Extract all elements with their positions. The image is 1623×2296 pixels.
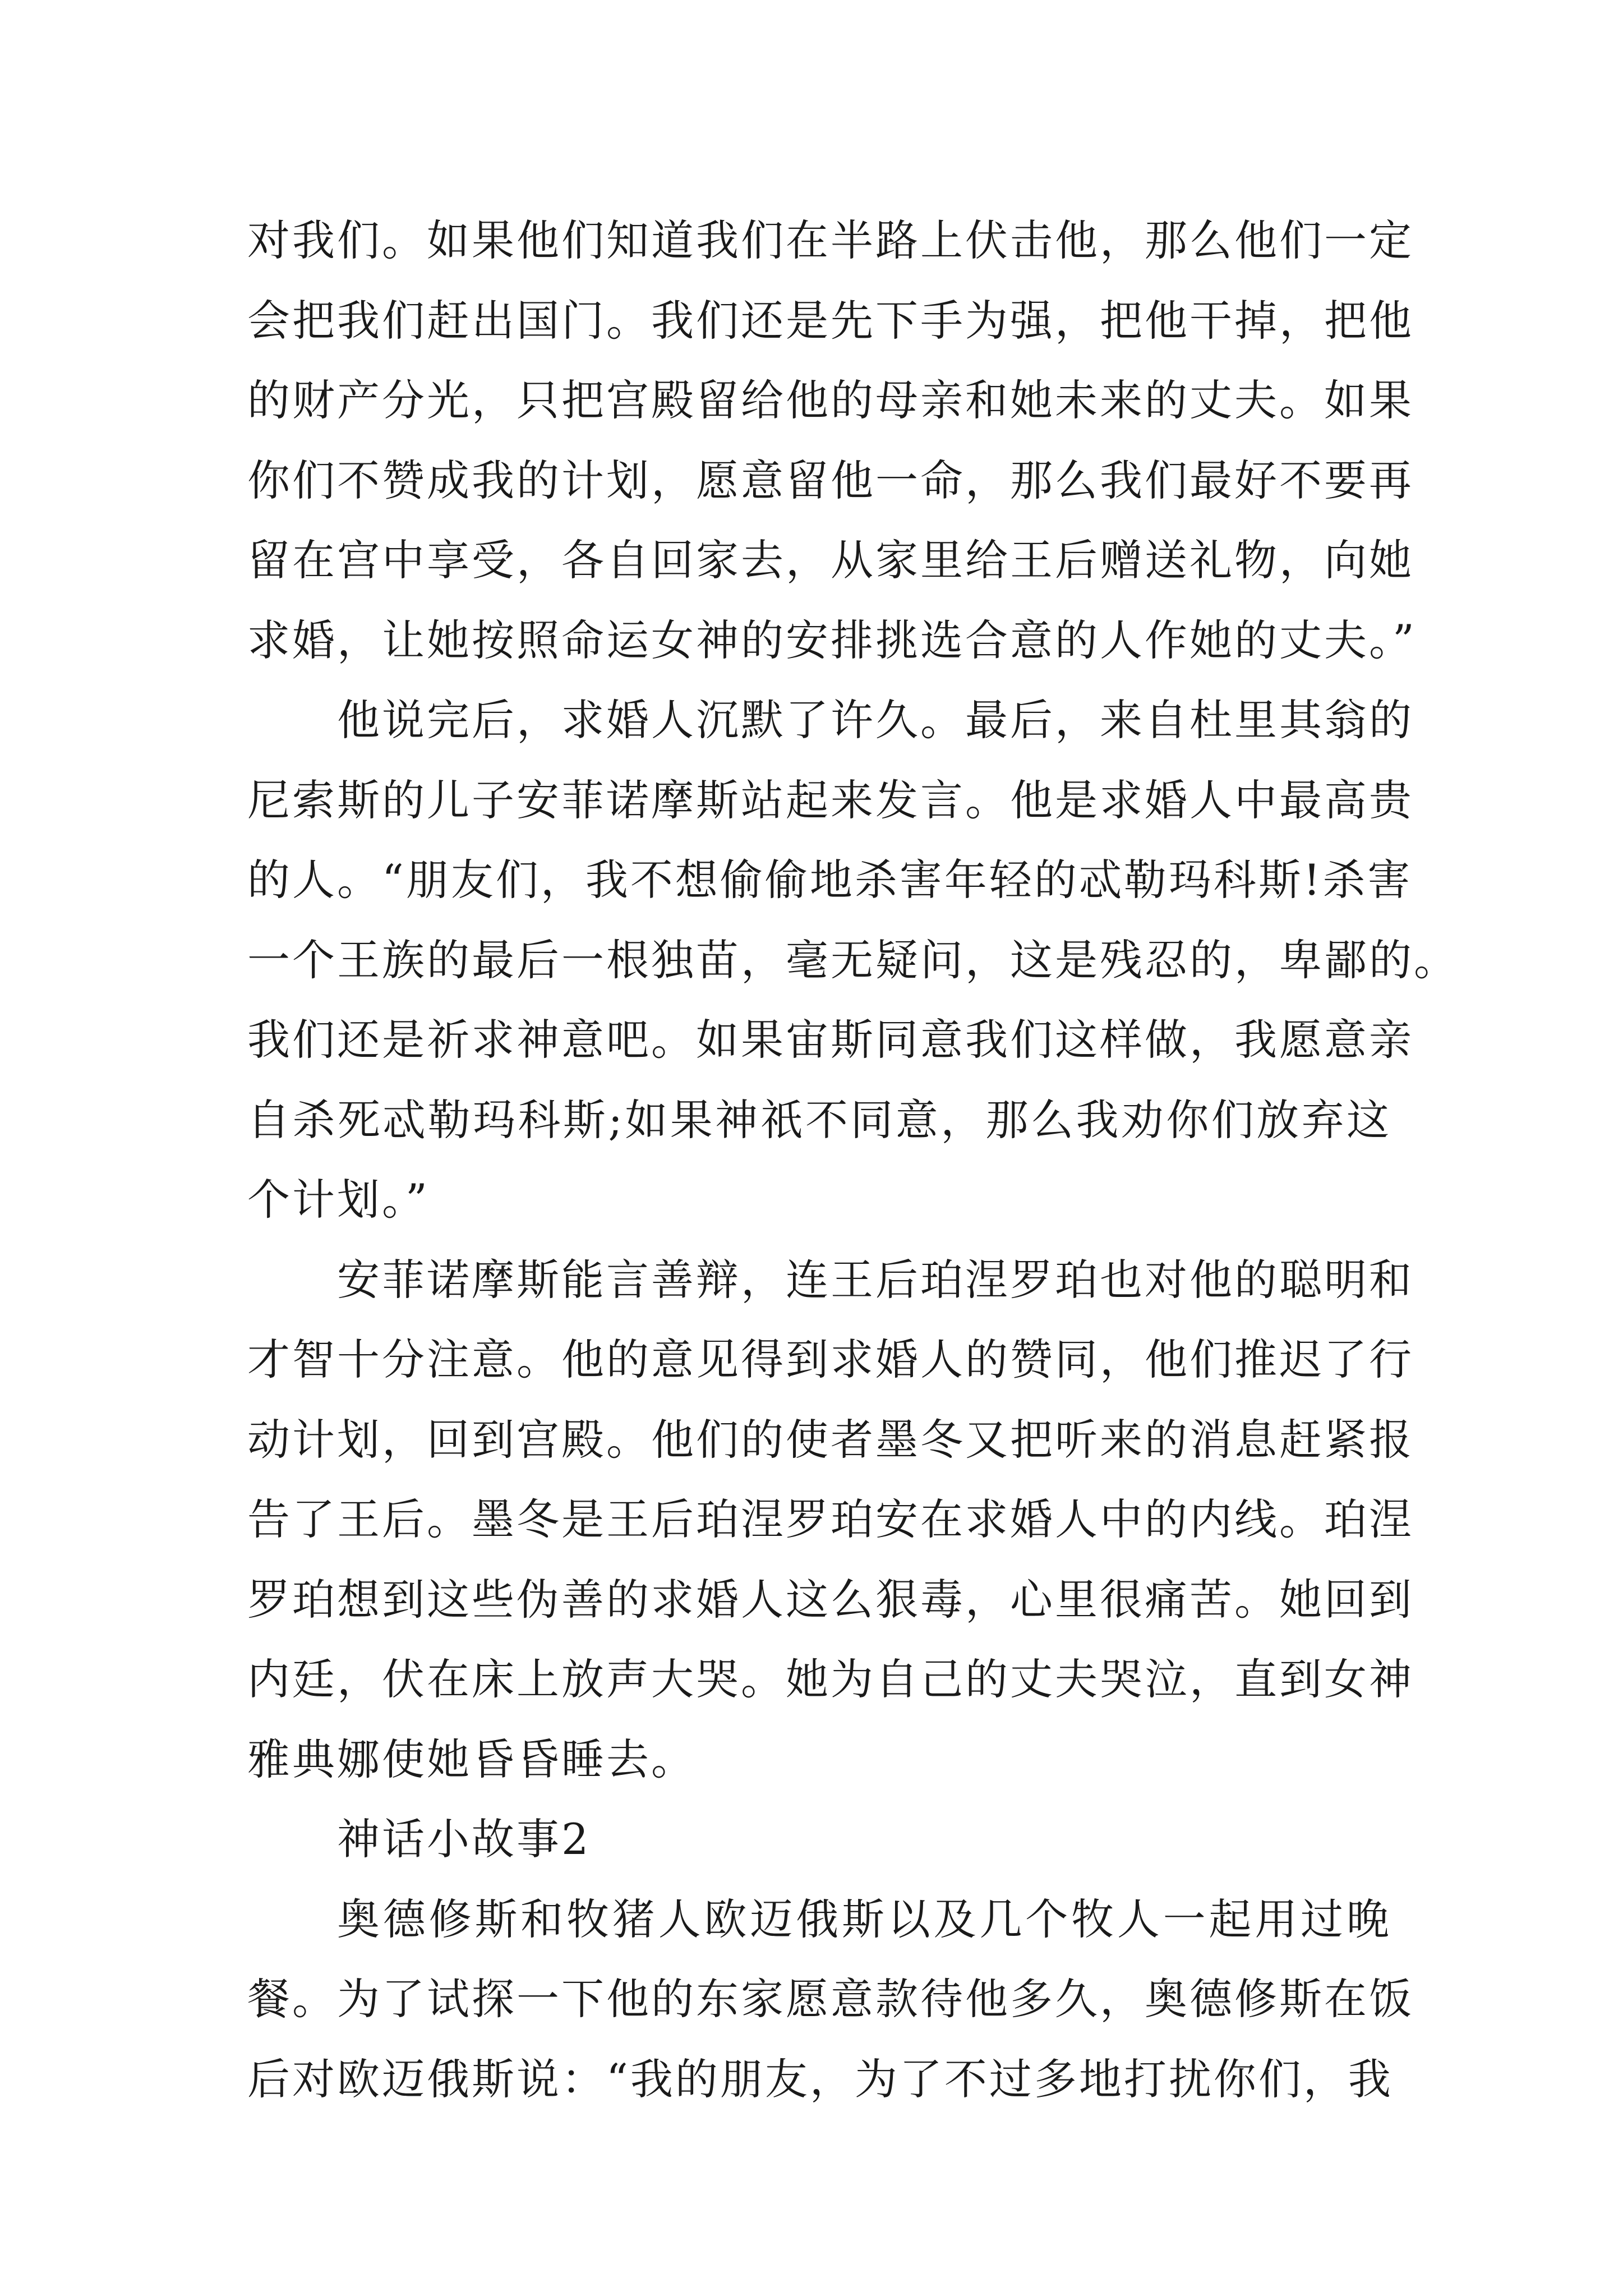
text-line: 后对欧迈俄斯说：“我的朋友，为了不过多地打扰你们，我 — [247, 2054, 1393, 2104]
text-line: 对我们。如果他们知道我们在半路上伏击他，那么他们一定 — [247, 215, 1414, 265]
paragraph-first-line: 安菲诺摩斯能言善辩，连王后珀涅罗珀也对他的聪明和 — [337, 1254, 1414, 1305]
text-line: 会把我们赶出国门。我们还是先下手为强，把他干掉，把他 — [247, 295, 1414, 346]
text-line: 餐。为了试探一下他的东家愿意款待他多久，奥德修斯在饭 — [247, 1974, 1414, 2024]
paragraph-first-line: 他说完后，求婚人沉默了许久。最后，来自杜里其翁的 — [337, 695, 1414, 745]
text-line: 罗珀想到这些伪善的求婚人这么狠毒，心里很痛苦。她回到 — [247, 1574, 1414, 1625]
text-line: 个计划。” — [247, 1175, 430, 1225]
document-body — [247, 201, 1459, 2119]
text-line: 自杀死忒勒玛科斯;如果神祇不同意，那么我劝你们放弃这 — [247, 1094, 1391, 1145]
text-line: 留在宫中享受，各自回家去，从家里给王后赠送礼物，向她 — [247, 535, 1414, 585]
text-line: 动计划，回到宫殿。他们的使者墨冬又把听来的消息赶紧报 — [247, 1414, 1414, 1465]
text-line: 求婚，让她按照命运女神的安排挑选合意的人作她的丈夫。” — [247, 615, 1417, 665]
text-line: 告了王后。墨冬是王后珀涅罗珀安在求婚人中的内线。珀涅 — [247, 1494, 1414, 1544]
text-line: 我们还是祈求神意吧。如果宙斯同意我们这样做，我愿意亲 — [247, 1015, 1414, 1065]
text-line: 你们不赞成我的计划，愿意留他一命，那么我们最好不要再 — [247, 455, 1414, 505]
paragraph-first-line: 神话小故事2 — [337, 1814, 591, 1864]
text-line: 雅典娜使她昏昏睡去。 — [247, 1734, 696, 1784]
text-line: 才智十分注意。他的意见得到求婚人的赞同，他们推迟了行 — [247, 1335, 1414, 1384]
text-line: 一个王族的最后一根独苗，毫无疑问，这是残忍的，卑鄙的。 — [247, 935, 1459, 985]
paragraph-first-line: 奥德修斯和牧猪人欧迈俄斯以及几个牧人一起用过晚 — [337, 1894, 1391, 1944]
text-line: 的财产分光，只把宫殿留给他的母亲和她未来的丈夫。如果 — [247, 375, 1414, 425]
text-line: 内廷，伏在床上放声大哭。她为自己的丈夫哭泣，直到女神 — [247, 1654, 1414, 1704]
text-line: 的人。“朋友们，我不想偷偷地杀害年轻的忒勒玛科斯!杀害 — [247, 855, 1413, 905]
text-line: 尼索斯的儿子安菲诺摩斯站起来发言。他是求婚人中最高贵 — [247, 775, 1414, 825]
